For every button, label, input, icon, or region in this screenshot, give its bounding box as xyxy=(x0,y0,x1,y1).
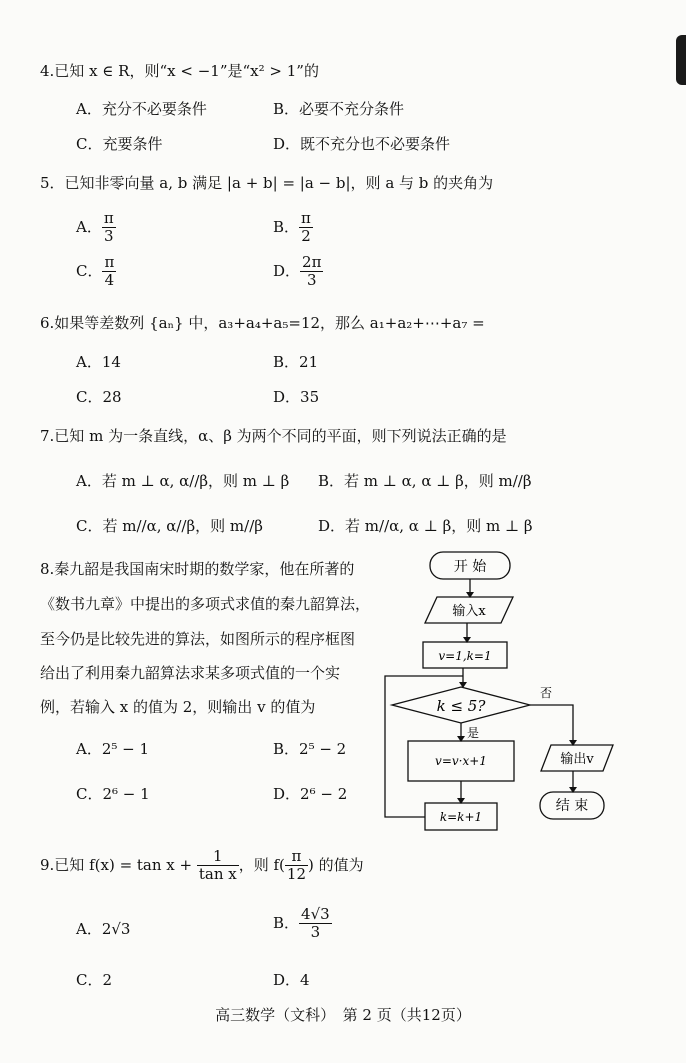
q8-option-c: C．2⁶ − 1 xyxy=(76,785,150,803)
flow-end-text: 结 束 xyxy=(555,798,589,814)
q9-stem-fraction xyxy=(197,848,239,884)
q5-option-b-numerator: π xyxy=(301,209,311,227)
flow-yes-label: 是 xyxy=(467,726,480,740)
flow-no-label: 否 xyxy=(540,686,553,700)
page-footer: 高三数学（文科） 第 2 页（共12页） xyxy=(215,1006,471,1024)
q8-line-5: 例，若输入 x 的值为 2，则输出 v 的值为 xyxy=(40,698,316,716)
flow-update-k-text: k=k+1 xyxy=(439,810,483,824)
q5-option-b-label: B． xyxy=(273,217,300,236)
q8-line-3: 至今仍是比较先进的算法，如图所示的程序框图 xyxy=(40,630,356,648)
q9-stem-post: ) 的值为 xyxy=(308,855,364,874)
flow-update-v-text: v=v·x+1 xyxy=(435,754,487,768)
q9-option-b xyxy=(273,906,332,942)
q5-option-b-denominator: 2 xyxy=(301,227,311,246)
q9-option-b-fraction xyxy=(299,906,332,942)
flow-condition-text: k ≤ 5? xyxy=(436,697,486,715)
q9-option-c: C．2 xyxy=(76,971,113,989)
q5-option-a-denominator: 3 xyxy=(104,227,114,246)
q9-option-b-label: B． xyxy=(273,913,300,932)
q5-option-d-fraction xyxy=(300,254,323,290)
q4-stem: 4.已知 x ∈ R，则“x < −1”是“x² > 1”的 xyxy=(40,62,319,80)
flow-init-text: v=1,k=1 xyxy=(438,649,492,663)
q9-stem-fraction-2-num: π xyxy=(285,848,308,866)
q5-option-b xyxy=(273,210,313,246)
q7-option-a: A．若 m ⊥ α, α//β，则 m ⊥ β xyxy=(76,472,290,490)
q5-option-d-denominator: 3 xyxy=(306,271,317,290)
q6-option-a: A．14 xyxy=(76,353,121,371)
flow-start-text: 开 始 xyxy=(453,559,487,575)
q4-option-a: A．充分不必要条件 xyxy=(76,100,207,118)
q7-option-b: B．若 m ⊥ α, α ⊥ β，则 m//β xyxy=(318,472,532,490)
q8-option-d: D．2⁶ − 2 xyxy=(273,785,348,803)
q9-stem-mid: ，则 f( xyxy=(238,855,285,874)
scan-edge-mark xyxy=(676,35,686,85)
q6-option-b: B．21 xyxy=(273,353,319,371)
q8-line-4: 给出了利用秦九韶算法求某多项式值的一个实 xyxy=(40,664,341,682)
q9-option-b-numerator: 4√3 xyxy=(301,905,330,923)
q5-option-a xyxy=(76,210,116,246)
q9-stem-fraction-num: 1 xyxy=(197,848,239,866)
q5-option-a-label: A． xyxy=(76,217,102,236)
q5-option-a-fraction xyxy=(102,210,116,246)
q4-option-c: C．充要条件 xyxy=(76,135,163,153)
q7-stem: 7.已知 m 为一条直线，α、β 为两个不同的平面，则下列说法正确的是 xyxy=(40,427,507,445)
q9-option-a: A．2√3 xyxy=(76,920,131,938)
q4-option-b: B．必要不充分条件 xyxy=(273,100,405,118)
q5-option-c-fraction xyxy=(102,254,116,290)
q7-option-d: D．若 m//α, α ⊥ β，则 m ⊥ β xyxy=(318,517,533,535)
q9-stem-pre: 9.已知 f(x) = tan x + xyxy=(40,855,197,874)
q5-option-d-numerator: 2π xyxy=(302,253,322,271)
q8-flowchart xyxy=(375,545,635,835)
q5-option-a-numerator: π xyxy=(103,209,114,227)
q9-option-d: D．4 xyxy=(273,971,310,989)
q5-option-b-fraction xyxy=(299,210,313,246)
q8-option-a: A．2⁵ − 1 xyxy=(76,740,150,758)
q8-line-2: 《数书九章》中提出的多项式求值的秦九韶算法， xyxy=(40,595,371,613)
q9-stem-fraction-den: tan x xyxy=(198,865,237,884)
q9-stem xyxy=(40,848,364,884)
q5-stem: 5．已知非零向量 a, b 满足 |a + b| = |a − b|，则 a 与 b 的夹角为 xyxy=(40,174,494,192)
q7-option-c: C．若 m//α, α//β，则 m//β xyxy=(76,517,263,535)
q5-option-c-denominator: 4 xyxy=(104,271,115,290)
q5-option-c xyxy=(76,254,116,290)
flow-no-branch-line xyxy=(530,705,573,745)
q8-line-1: 8.秦九韶是我国南宋时期的数学家，他在所著的 xyxy=(40,560,355,578)
q5-option-c-label: C． xyxy=(76,261,103,280)
q4-option-d: D．既不充分也不必要条件 xyxy=(273,135,451,153)
q5-option-c-numerator: π xyxy=(104,253,115,271)
flow-input-text: 输入x xyxy=(452,604,486,619)
flow-output-text: 输出v xyxy=(560,752,594,767)
q9-option-b-denominator: 3 xyxy=(310,923,321,942)
q6-stem: 6.如果等差数列 {aₙ} 中，a₃+a₄+a₅=12，那么 a₁+a₂+⋯+a₇ = xyxy=(40,314,485,332)
q5-option-d-label: D． xyxy=(273,261,301,280)
q9-stem-fraction-2-den: 12 xyxy=(286,865,307,884)
q6-option-c: C．28 xyxy=(76,388,122,406)
q9-stem-fraction-2 xyxy=(285,848,308,884)
q8-option-b: B．2⁵ − 2 xyxy=(273,740,347,758)
q5-option-d xyxy=(273,254,323,290)
q6-option-d: D．35 xyxy=(273,388,320,406)
